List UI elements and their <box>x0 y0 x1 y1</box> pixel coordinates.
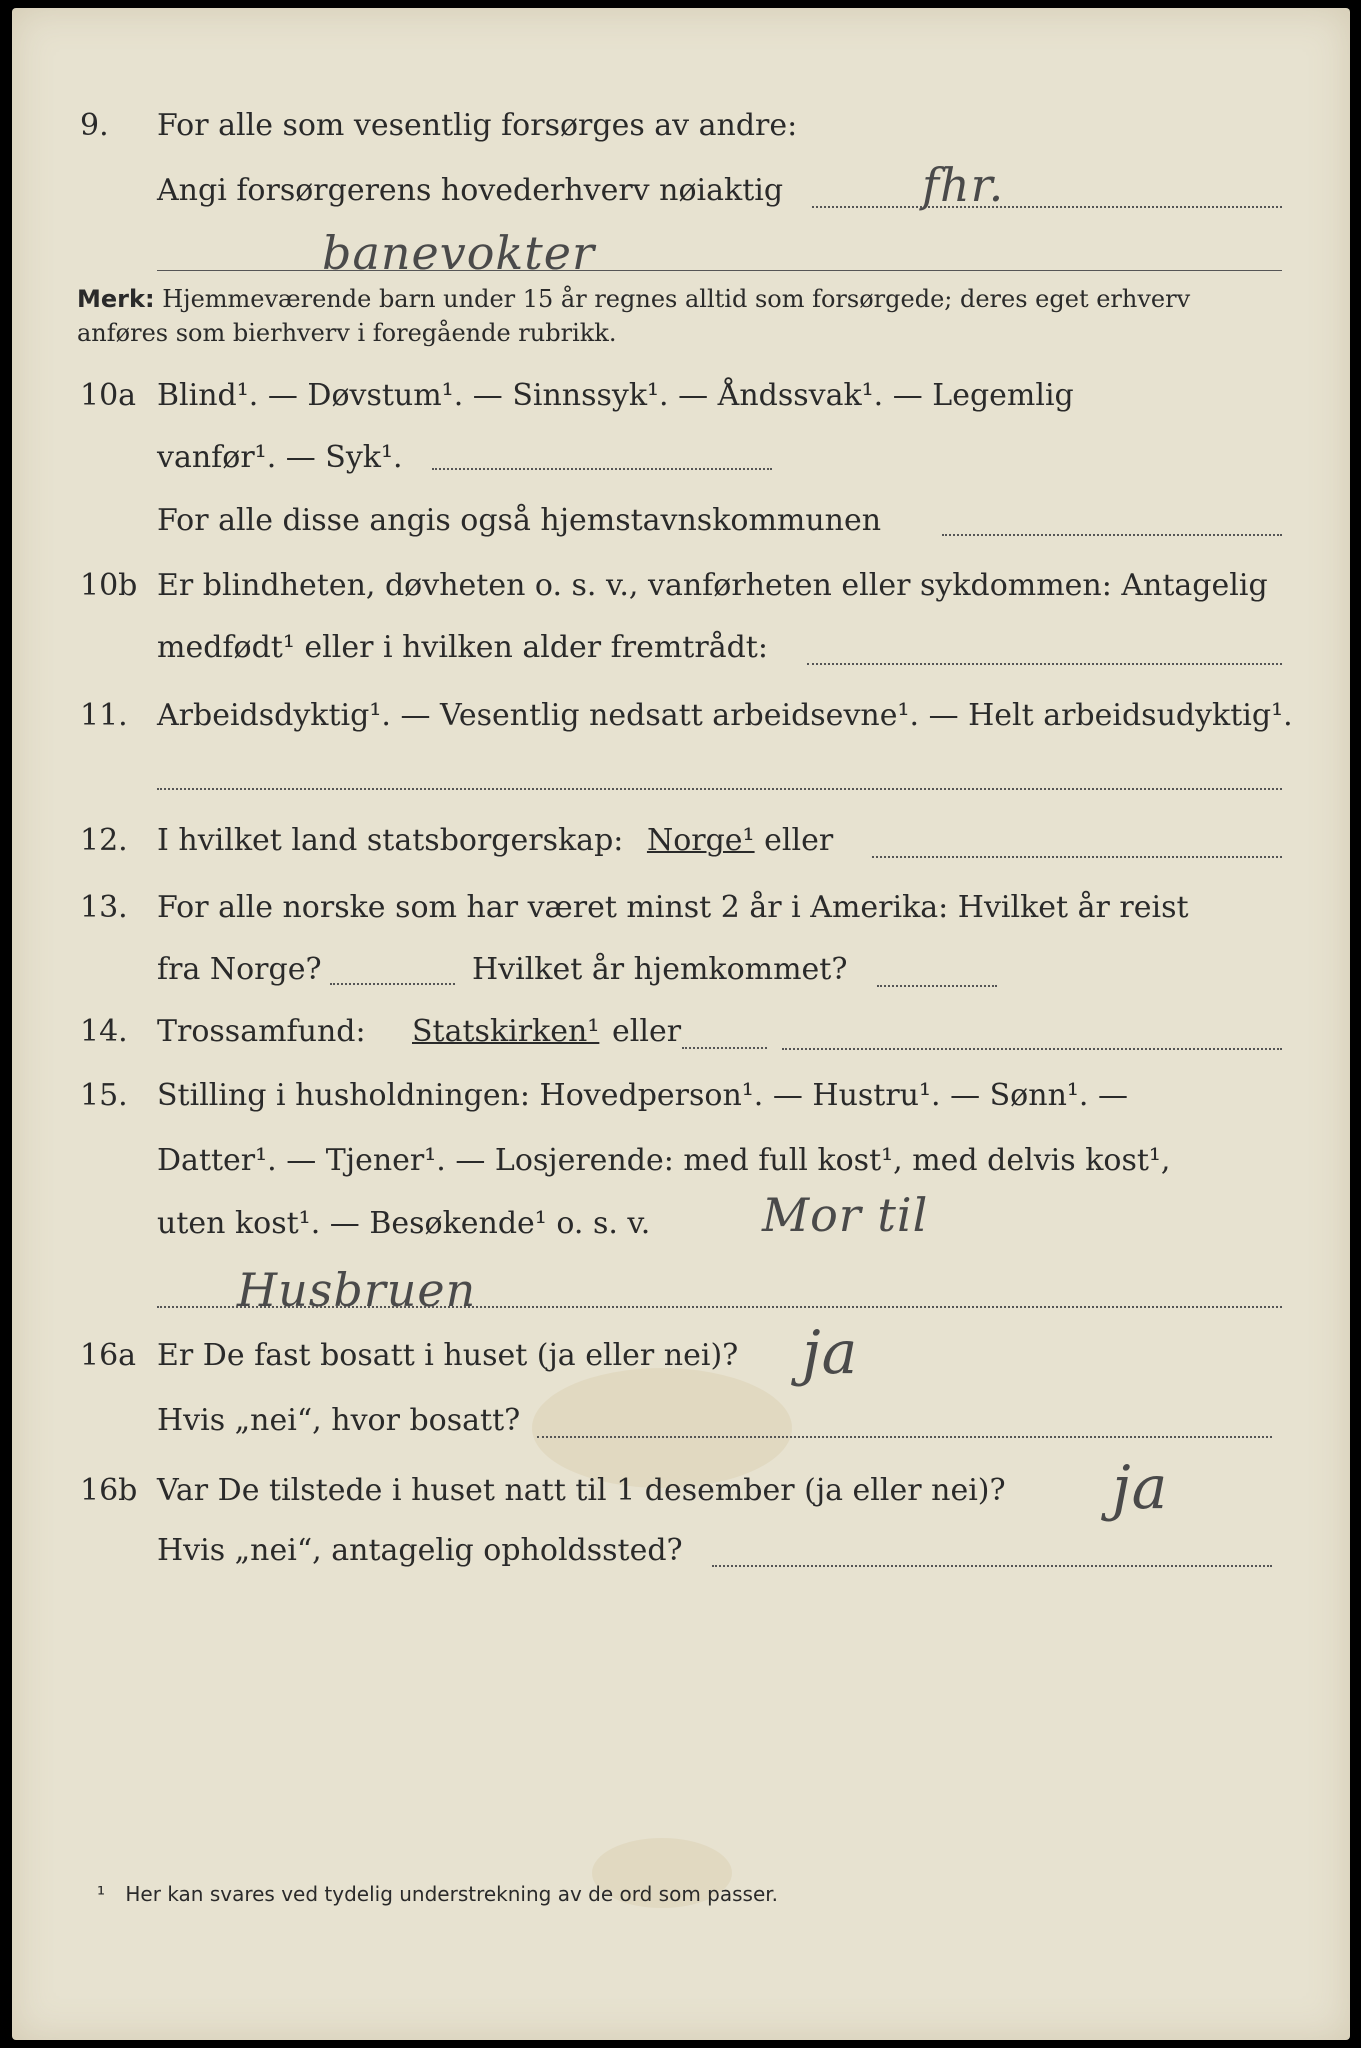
q16a-number: 16a <box>80 1338 137 1373</box>
footnote-mark: ¹ <box>97 1882 106 1906</box>
q15-line1: Stilling i husholdningen: Hovedperson¹. — Hustru¹. — Sønn¹. — <box>157 1078 1128 1113</box>
q15-fill-line <box>157 1306 1282 1308</box>
q12-label: I hvilket land statsborgerskap: <box>157 823 624 858</box>
q14-eller: eller <box>612 1014 682 1049</box>
q9-number: 9. <box>80 108 109 143</box>
q15-handwriting-1: Mor til <box>762 1188 929 1242</box>
q16a-handwriting: ja <box>802 1318 859 1388</box>
q16b-fill-line <box>712 1565 1272 1567</box>
q10b-fill-line <box>807 663 1282 665</box>
q15-number: 15. <box>80 1078 128 1113</box>
footnote <box>97 1882 778 1906</box>
q9-fill-line <box>812 206 1282 208</box>
q12-fill-line <box>872 856 1282 858</box>
q11-fill-line <box>157 788 1282 790</box>
census-form-page <box>12 8 1350 2040</box>
q16b-line1: Var De tilstede i huset natt til 1 desember (ja eller nei)? <box>157 1473 1006 1508</box>
footnote-text: Her kan svares ved tydelig understrekning av de ord som passer. <box>125 1882 779 1906</box>
q9-line2: Angi forsørgerens hovederhverv nøiaktig <box>157 173 784 208</box>
merk-text: Hjemmeværende barn under 15 år regnes alltid som forsørgede; deres eget erhverv anføres som bierhverv i foregående rubrikk. <box>77 285 1191 347</box>
q9-fill-line-2 <box>157 270 1282 271</box>
q16a-fill-line <box>537 1436 1272 1438</box>
merk-note <box>77 282 1287 350</box>
q11-number: 11. <box>80 698 128 733</box>
q9-handwriting-2: banevokter <box>322 226 595 280</box>
q15-handwriting-2: Husbruen <box>237 1263 477 1317</box>
q14-statskirken: Statskirken¹ <box>412 1014 600 1049</box>
q15-line2: Datter¹. — Tjener¹. — Losjerende: med full kost¹, med delvis kost¹, <box>157 1143 1171 1178</box>
merk-label: Merk: <box>77 285 155 313</box>
paper-stain <box>532 1368 792 1488</box>
q10a-fill-line <box>432 468 772 470</box>
q12-line <box>157 823 833 858</box>
q9-line1: For alle som vesentlig forsørges av andre: <box>157 108 798 143</box>
q10b-number: 10b <box>80 568 138 603</box>
q10a-line2: vanfør¹. — Syk¹. <box>157 440 403 475</box>
q14-number: 14. <box>80 1014 128 1049</box>
q12-norge: Norge¹ <box>646 823 755 858</box>
q14-fill-line-2 <box>782 1048 1282 1050</box>
q13-fill-line-2 <box>877 985 997 987</box>
q15-line3: uten kost¹. — Besøkende¹ o. s. v. <box>157 1206 651 1241</box>
q16b-number: 16b <box>80 1473 138 1508</box>
q10a-number: 10a <box>80 378 137 413</box>
q13-line2a: fra Norge? <box>157 952 322 987</box>
q10a-line1: Blind¹. — Døvstum¹. — Sinnssyk¹. — Åndssvak¹. — Legemlig <box>157 378 1074 413</box>
q13-number: 13. <box>80 890 128 925</box>
q12-number: 12. <box>80 823 128 858</box>
q10a-line3: For alle disse angis også hjemstavnskommunen <box>157 503 882 538</box>
q13-line1: For alle norske som har været minst 2 år i Amerika: Hvilket år reist <box>157 890 1189 925</box>
q10b-line2: medfødt¹ eller i hvilken alder fremtrådt: <box>157 630 768 665</box>
q12-eller: eller <box>764 823 834 858</box>
q16a-line2: Hvis „nei“, hvor bosatt? <box>157 1403 521 1438</box>
q16b-line2: Hvis „nei“, antagelig opholdssted? <box>157 1533 683 1568</box>
q13-fill-line <box>330 983 455 985</box>
q14-fill-line <box>682 1047 767 1049</box>
q16a-line1: Er De fast bosatt i huset (ja eller nei)? <box>157 1338 739 1373</box>
q13-line2b: Hvilket år hjemkommet? <box>472 952 848 987</box>
q16b-handwriting: ja <box>1112 1453 1169 1523</box>
q10b-line1: Er blindheten, døvheten o. s. v., vanførheten eller sykdommen: Antagelig <box>157 568 1268 603</box>
q11-line1: Arbeidsdyktig¹. — Vesentlig nedsatt arbeidsevne¹. — Helt arbeidsudyktig¹. <box>157 698 1293 733</box>
q14-label: Trossamfund: <box>157 1014 366 1049</box>
q9-handwriting-1: fhr. <box>922 158 1005 212</box>
q10a-fill-line-2 <box>942 534 1282 536</box>
